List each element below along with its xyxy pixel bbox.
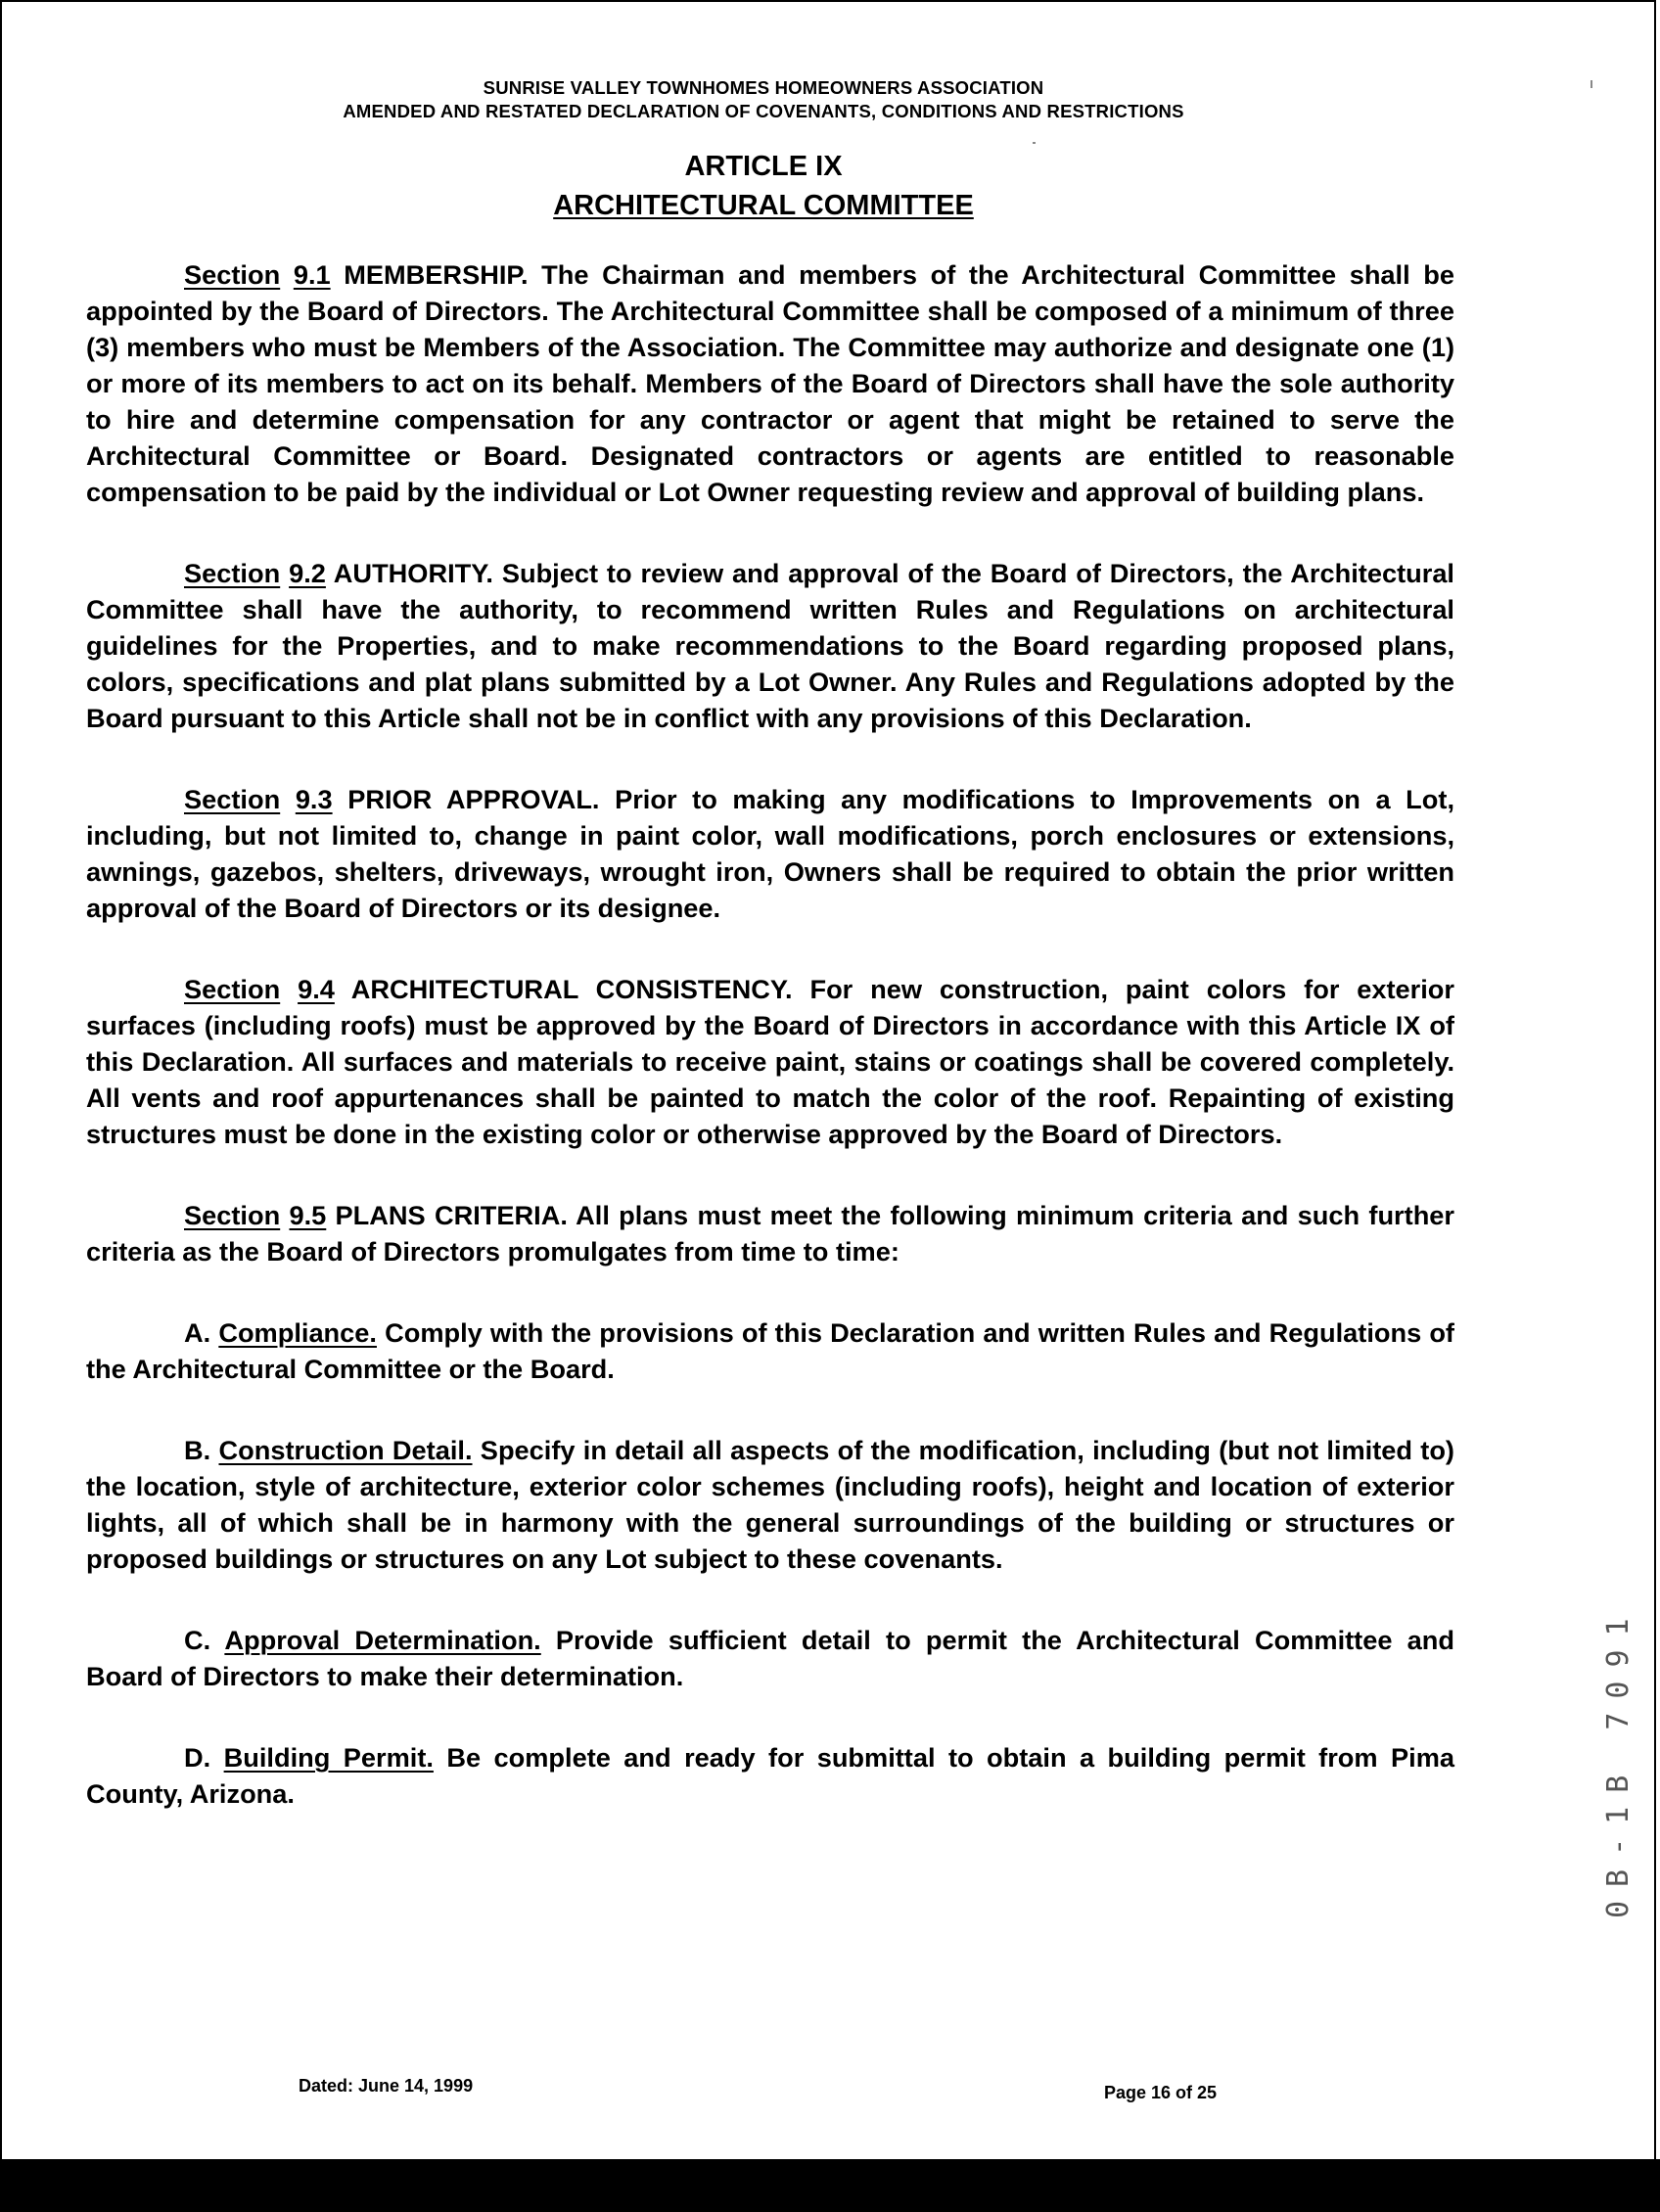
section-text: MEMBERSHIP. The Chairman and members of the Architectural Committee shall be appointed by the Board of Directors. The Architectural Committee shall be composed of a minimum of three (3) members who must be Members of the Association. The Committee may authorize and designate one (1) or more of its members to act on its behalf. Members of the Board of Directors shall have the sole authority to hire and determine compensation for any contractor or agent that might be retained to serve the Architectural Committee or Board. Designated contractors or agents are entitled to reasonable compensation to be paid by the individual or Lot Owner requesting review and approval of building plans. bbox=[86, 259, 1454, 507]
recording-stamp-text: 0B-1B 7091 bbox=[1601, 1604, 1636, 1918]
section-number: 9.3 bbox=[295, 784, 333, 814]
section-text: AUTHORITY. Subject to review and approval of the Board of Directors, the Architectural Committee shall have the authority, to recommend written Rules and Regulations on architectural guidelines for the Properties, and to make recommendations to the Board regarding proposed plans, colors, specifications and plat plans submitted by a Lot Owner. Any Rules and Regulations adopted by the Board pursuant to this Article shall not be in conflict with any provisions of this Declaration. bbox=[86, 558, 1454, 733]
criteria-letter: A. bbox=[184, 1317, 211, 1348]
section-text: ARCHITECTURAL CONSISTENCY. For new construction, paint colors for exterior surfaces (including roofs) must be approved by the Board of Directors in accordance with this Article IX of this Declaration. All surfaces and materials to receive paint, stains or coatings shall be covered completely. All vents and roof appurtenances shall be painted to match the color of the roof. Repainting of existing structures must be done in the existing color or otherwise approved by the Board of Directors. bbox=[86, 974, 1454, 1149]
section-text: PLANS CRITERIA. All plans must meet the following minimum criteria and such further criteria as the Board of Directors promulgates from time to time: bbox=[86, 1200, 1454, 1267]
criteria-heading: Compliance. bbox=[218, 1317, 377, 1348]
section-9-2 bbox=[86, 555, 1454, 736]
criteria-a bbox=[86, 1314, 1454, 1387]
scan-bottom-edge bbox=[0, 2159, 1660, 2212]
criteria-d bbox=[86, 1739, 1454, 1812]
section-number: 9.2 bbox=[289, 558, 326, 588]
section-9-5 bbox=[86, 1197, 1454, 1269]
criteria-c bbox=[86, 1622, 1454, 1694]
header-line-2: AMENDED AND RESTATED DECLARATION OF COVENANTS, CONDITIONS AND RESTRICTIONS bbox=[343, 101, 1184, 121]
section-9-3 bbox=[86, 781, 1454, 926]
criteria-text: Comply with the provisions of this Declaration and written Rules and Regulations of the Architectural Committee or the Board. bbox=[86, 1317, 1454, 1384]
criteria-heading: Construction Detail. bbox=[218, 1435, 473, 1465]
document-header bbox=[0, 76, 1527, 123]
section-9-1 bbox=[86, 256, 1454, 510]
header-line-1: SUNRISE VALLEY TOWNHOMES HOMEOWNERS ASSOCIATION bbox=[483, 77, 1044, 98]
article-title: ARCHITECTURAL COMMITTEE bbox=[553, 190, 974, 221]
article-heading bbox=[0, 147, 1527, 225]
section-9-4 bbox=[86, 971, 1454, 1152]
criteria-text: Provide sufficient detail to permit the Architectural Committee and Board of Directors to make their determination. bbox=[86, 1625, 1454, 1691]
criteria-heading: Building Permit. bbox=[223, 1742, 434, 1773]
section-label: Section bbox=[184, 1200, 281, 1230]
article-number: ARTICLE IX bbox=[684, 151, 843, 182]
criteria-letter: C. bbox=[184, 1625, 211, 1655]
criteria-text: Specify in detail all aspects of the modification, including (but not limited to) the location, style of architecture, exterior color schemes (including roofs), height and location of exterior lights, all of which shall be in harmony with the general surroundings of the building or structures or proposed buildings or structures on any Lot subject to these covenants. bbox=[86, 1435, 1454, 1574]
footer-page-number: Page 16 of 25 bbox=[1104, 2083, 1218, 2102]
criteria-letter: D. bbox=[184, 1742, 211, 1773]
section-number: 9.5 bbox=[289, 1200, 327, 1230]
footer-dated: Dated: June 14, 1999 bbox=[299, 2076, 474, 2096]
criteria-heading: Approval Determination. bbox=[224, 1625, 541, 1655]
scan-speck bbox=[1033, 142, 1036, 144]
criteria-text: Be complete and ready for submittal to obtain a building permit from Pima County, Arizona. bbox=[86, 1742, 1454, 1809]
section-label: Section bbox=[184, 259, 281, 290]
section-label: Section bbox=[184, 558, 281, 588]
scan-speck bbox=[1591, 80, 1592, 88]
criteria-letter: B. bbox=[184, 1435, 211, 1465]
section-number: 9.4 bbox=[298, 974, 335, 1004]
section-label: Section bbox=[184, 974, 281, 1004]
section-text: PRIOR APPROVAL. Prior to making any modifications to Improvements on a Lot, including, but not limited to, change in paint color, wall modifications, porch enclosures or extensions, awnings, gazebos, shelters, driveways, wrought iron, Owners shall be required to obtain the prior written approval of the Board of Directors or its designee. bbox=[86, 784, 1454, 923]
section-number: 9.1 bbox=[293, 259, 331, 290]
criteria-b bbox=[86, 1432, 1454, 1577]
recording-stamp bbox=[1597, 1556, 1637, 1918]
section-label: Section bbox=[184, 784, 281, 814]
document-body bbox=[86, 256, 1454, 1812]
